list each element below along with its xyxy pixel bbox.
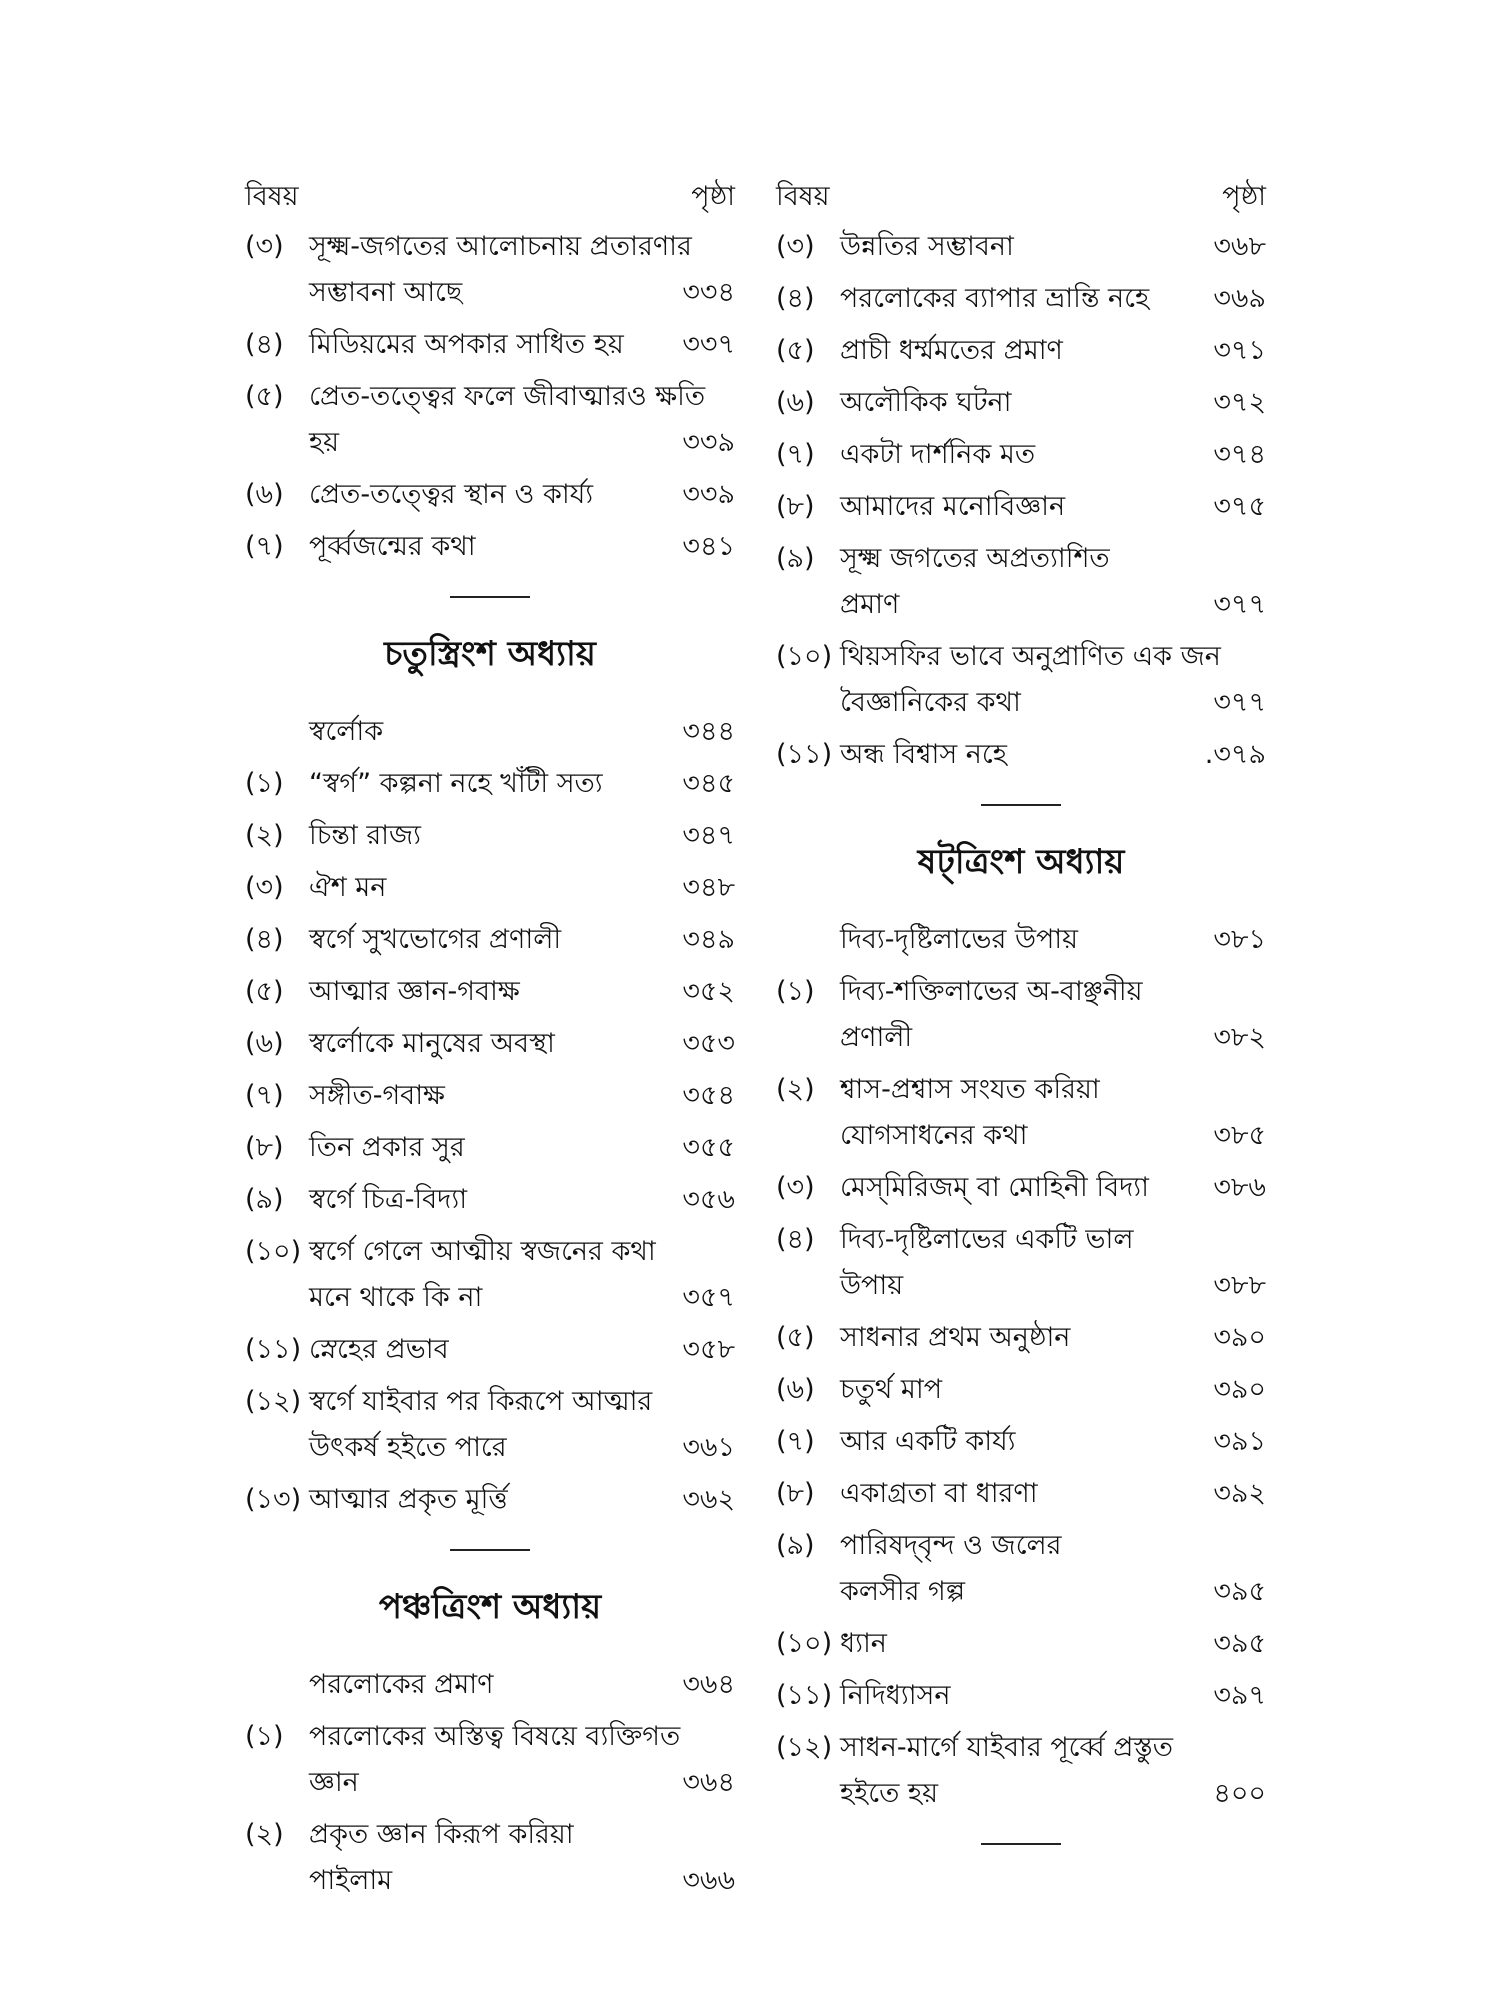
- entry-page: ৩৭৫: [1213, 491, 1266, 522]
- entry-number: (৫): [245, 976, 284, 1007]
- entry-list: [776, 224, 1266, 778]
- toc-entry: [245, 1477, 735, 1523]
- entry-number: (১০): [776, 641, 833, 672]
- entry-list: [776, 969, 1266, 1817]
- toc-entry: [245, 1073, 735, 1119]
- entry-number: (১১): [245, 1334, 302, 1365]
- entry-page: ৩৯০: [1213, 1322, 1266, 1353]
- entry-page: ৩৯২: [1213, 1478, 1266, 1509]
- toc-entry: [776, 732, 1266, 778]
- toc-entry: [245, 1125, 735, 1171]
- entry-title: প্রণালী: [840, 1022, 913, 1053]
- entry-title: প্রেত-তত্ত্বের স্থান ও কার্য্য: [309, 479, 594, 510]
- entry-number: (৮): [776, 1478, 815, 1509]
- toc-entry: [245, 813, 735, 859]
- entry-number: (৬): [776, 1374, 815, 1405]
- entry-number: (৮): [776, 491, 815, 522]
- toc-entry: [245, 1327, 735, 1373]
- right-column: [776, 172, 1266, 1875]
- entry-page: ৩৫৬: [682, 1184, 735, 1215]
- entry-title: দিব্য-দৃষ্টিলাভের একটি ভাল: [840, 1224, 1134, 1255]
- entry-number: (৭): [776, 1426, 815, 1457]
- entry-title: সাধন-মার্গে যাইবার পূর্ব্বে প্রস্তুত: [840, 1732, 1174, 1763]
- entry-title: স্বর্লোকে মানুষের অবস্থা: [309, 1028, 555, 1059]
- entry-title: অলৌকিক ঘটনা: [840, 387, 1012, 418]
- toc-entry: [245, 374, 735, 466]
- chapter-intro: [776, 917, 1266, 963]
- entry-number: (৩): [776, 231, 815, 262]
- toc-entry: [776, 1419, 1266, 1465]
- entry-number: (৬): [776, 387, 815, 418]
- entry-page: ৩৮২: [1213, 1022, 1266, 1053]
- entry-number: (৫): [776, 1322, 815, 1353]
- entry-title: প্রমাণ: [840, 589, 900, 620]
- entry-number: (৫): [776, 335, 815, 366]
- entry-page: ৩৭৭: [1213, 589, 1266, 620]
- entry-title: বৈজ্ঞানিকের কথা: [840, 687, 1021, 718]
- divider: [450, 1549, 530, 1551]
- entry-title: পরলোকের অস্তিত্ব বিষয়ে ব্যক্তিগত: [309, 1721, 681, 1752]
- entry-page: ৩৩৯: [682, 479, 735, 510]
- entry-page: .৩৭৯: [1204, 739, 1266, 770]
- entry-title: স্বর্গে চিত্র-বিদ্যা: [309, 1184, 468, 1215]
- entry-number: (৩): [776, 1172, 815, 1203]
- entry-number: (২): [245, 1819, 284, 1850]
- entry-title: চতুর্থ মাপ: [840, 1374, 943, 1405]
- entry-list: [245, 1714, 735, 1904]
- entry-title: প্রকৃত জ্ঞান কিরূপ করিয়া: [309, 1819, 574, 1850]
- toc-entry: [776, 484, 1266, 530]
- chapter-title: চতুস্ত্রিংশ অধ্যায়: [384, 634, 596, 674]
- entry-page: ৩৬৪: [682, 1767, 735, 1798]
- entry-number: (৭): [776, 439, 815, 470]
- entry-page: ৩৭১: [1213, 335, 1266, 366]
- entry-number: (৯): [776, 1530, 815, 1561]
- entry-number: (১১): [776, 1680, 833, 1711]
- entry-page: ৩৬৮: [1213, 231, 1266, 262]
- entry-page: ৩৮৮: [1213, 1270, 1266, 1301]
- entry-number: (৭): [245, 531, 284, 562]
- toc-entry: [245, 917, 735, 963]
- entry-page: ৩৫৫: [682, 1132, 735, 1163]
- entry-page: ৩৫৭: [682, 1282, 735, 1313]
- entry-page: ৩৬১: [682, 1432, 735, 1463]
- intro-text: পরলোকের প্রমাণ: [309, 1669, 494, 1700]
- entry-number: (১): [245, 1721, 284, 1752]
- toc-entry: [776, 1165, 1266, 1211]
- entry-number: (১৩): [245, 1484, 302, 1515]
- entry-number: (১১): [776, 739, 833, 770]
- chapter-title: পঞ্চত্রিংশ অধ্যায়: [378, 1587, 602, 1627]
- entry-title: উন্নতির সম্ভাবনা: [840, 231, 1014, 262]
- chapter-intro: [245, 709, 735, 755]
- entry-title: কলসীর গল্প: [840, 1576, 965, 1607]
- entry-title: নিদিধ্যাসন: [840, 1680, 951, 1711]
- entry-page: ৩৯০: [1213, 1374, 1266, 1405]
- entry-page: ৩৪৭: [682, 820, 735, 851]
- subject-heading: বিষয়: [245, 180, 299, 212]
- entry-page: ৩৯১: [1213, 1426, 1266, 1457]
- entry-number: (৬): [245, 479, 284, 510]
- intro-text: দিব্য-দৃষ্টিলাভের উপায়: [840, 924, 1079, 955]
- toc-entry: [776, 1217, 1266, 1309]
- toc-entry: [245, 1379, 735, 1471]
- toc-entry: [245, 1021, 735, 1067]
- entry-title: স্বর্গে যাইবার পর কিরূপে আত্মার: [309, 1386, 653, 1417]
- toc-entry: [245, 1714, 735, 1806]
- divider: [981, 804, 1061, 806]
- entry-title: আর একটি কার্য্য: [840, 1426, 1016, 1457]
- entry-title: প্রাচী ধর্ম্মমতের প্রমাণ: [840, 335, 1063, 366]
- entry-page: ৩৪৫: [682, 768, 735, 799]
- entry-number: (৮): [245, 1132, 284, 1163]
- entry-number: (২): [776, 1074, 815, 1105]
- toc-entry: [776, 536, 1266, 628]
- entry-title: একাগ্রতা বা ধারণা: [840, 1478, 1038, 1509]
- entry-page: ৩৭২: [1213, 387, 1266, 418]
- toc-entry: [776, 1471, 1266, 1517]
- entry-title: দিব্য-শক্তিলাভের অ-বাঞ্ছনীয়: [840, 976, 1143, 1007]
- toc-entry: [245, 761, 735, 807]
- entry-title: স্বর্গে সুখভোগের প্রণালী: [309, 924, 562, 955]
- toc-entry: [245, 969, 735, 1015]
- entry-title: মিডিয়মের অপকার সাধিত হয়: [309, 329, 624, 360]
- entry-title: সাধনার প্রথম অনুষ্ঠান: [840, 1322, 1071, 1353]
- entry-page: ৩৮৬: [1213, 1172, 1266, 1203]
- entry-page: ৪০০: [1213, 1778, 1266, 1809]
- intro-page: ৩৪৪: [682, 716, 735, 747]
- entry-page: ৩৩৭: [682, 329, 735, 360]
- entry-title: একটা দার্শনিক মত: [840, 439, 1036, 470]
- entry-title: সূক্ষ্ম-জগতের আলোচনায় প্রতারণার: [309, 231, 692, 262]
- entry-page: ৩৯৭: [1213, 1680, 1266, 1711]
- entry-number: (৩): [245, 231, 284, 262]
- entry-number: (৪): [245, 924, 284, 955]
- entry-title: তিন প্রকার সুর: [309, 1132, 465, 1163]
- entry-title: স্নেহের প্রভাব: [309, 1334, 449, 1365]
- entry-page: ৩৫২: [682, 976, 735, 1007]
- entry-title: “স্বর্গ” কল্পনা নহে খাঁটী সত্য: [309, 768, 603, 799]
- entry-title: জ্ঞান: [309, 1767, 359, 1798]
- entry-number: (৭): [245, 1080, 284, 1111]
- entry-number: (১০): [245, 1236, 302, 1267]
- entry-number: (৬): [245, 1028, 284, 1059]
- divider: [450, 596, 530, 598]
- entry-title: পূর্ব্বজন্মের কথা: [309, 531, 476, 562]
- entry-page: ৩৪৮: [682, 872, 735, 903]
- toc-entry: [245, 1229, 735, 1321]
- entry-page: ৩৯৫: [1213, 1628, 1266, 1659]
- entry-number: (৪): [776, 1224, 815, 1255]
- entry-number: (৯): [245, 1184, 284, 1215]
- entry-page: ৩৫৮: [682, 1334, 735, 1365]
- toc-entry: [245, 524, 735, 570]
- entry-page: ৩৯৫: [1213, 1576, 1266, 1607]
- entry-page: ৩৪৯: [682, 924, 735, 955]
- entry-title: মেস্‌মিরিজম্‌ বা মোহিনী বিদ্যা: [840, 1172, 1149, 1203]
- entry-title: পাইলাম: [309, 1865, 393, 1896]
- entry-page: ৩৫৪: [682, 1080, 735, 1111]
- divider: [981, 1843, 1061, 1845]
- entry-title: স্বর্গে গেলে আত্মীয় স্বজনের কথা: [309, 1236, 656, 1267]
- intro-page: ৩৮১: [1213, 924, 1266, 955]
- toc-entry: [776, 380, 1266, 426]
- entry-page: ৩৭৭: [1213, 687, 1266, 718]
- left-column: [245, 172, 735, 1910]
- column-header: [776, 172, 1266, 224]
- toc-entry: [776, 1725, 1266, 1817]
- toc-entry: [245, 1812, 735, 1904]
- entry-title: সঙ্গীত-গবাক্ষ: [309, 1080, 445, 1111]
- entry-page: ৩৮৫: [1213, 1120, 1266, 1151]
- entry-title: সম্ভাবনা আছে: [309, 277, 463, 308]
- entry-page: ৩৫৩: [682, 1028, 735, 1059]
- entry-title: আত্মার জ্ঞান-গবাক্ষ: [309, 976, 520, 1007]
- page-heading: পৃষ্ঠা: [1222, 180, 1266, 212]
- entry-title: আত্মার প্রকৃত মূর্ত্তি: [309, 1484, 508, 1515]
- entry-number: (১): [245, 768, 284, 799]
- chapter-title: ষট্‌ত্রিংশ অধ্যায়: [917, 842, 1125, 882]
- toc-entry: [776, 969, 1266, 1061]
- entry-page: ৩৬৯: [1213, 283, 1266, 314]
- toc-entry: [245, 224, 735, 316]
- entry-number: (২): [245, 820, 284, 851]
- toc-entry: [776, 1367, 1266, 1413]
- entry-page: ৩৩৪: [682, 277, 735, 308]
- entry-title: পরলোকের ব্যাপার ভ্রান্তি নহে: [840, 283, 1150, 314]
- toc-entry: [776, 1315, 1266, 1361]
- entry-title: আমাদের মনোবিজ্ঞান: [840, 491, 1066, 522]
- toc-entry: [245, 865, 735, 911]
- entry-title: পারিষদ্‌বৃন্দ ও জলের: [840, 1530, 1062, 1561]
- toc-entry: [776, 1067, 1266, 1159]
- entry-title: থিয়সফির ভাবে অনুপ্রাণিত এক জন: [840, 641, 1221, 672]
- toc-entry: [245, 1177, 735, 1223]
- entry-title: ধ্যান: [840, 1628, 887, 1659]
- toc-entry: [776, 328, 1266, 374]
- entry-page: ৩৪১: [682, 531, 735, 562]
- entry-number: (১): [776, 976, 815, 1007]
- entry-title: হইতে হয়: [840, 1778, 939, 1809]
- intro-text: স্বর্লোক: [309, 716, 384, 747]
- chapter-intro: [245, 1662, 735, 1708]
- toc-entry: [776, 1673, 1266, 1719]
- entry-number: (৪): [776, 283, 815, 314]
- entry-number: (১২): [776, 1732, 833, 1763]
- toc-entry: [776, 224, 1266, 270]
- entry-page: ৩৩৯: [682, 427, 735, 458]
- toc-entry: [245, 472, 735, 518]
- entry-number: (৪): [245, 329, 284, 360]
- entry-title: চিন্তা রাজ্য: [309, 820, 421, 851]
- toc-entry: [776, 276, 1266, 322]
- entry-title: শ্বাস-প্রশ্বাস সংযত করিয়া: [840, 1074, 1100, 1105]
- toc-entry: [245, 322, 735, 368]
- page-heading: পৃষ্ঠা: [691, 180, 735, 212]
- toc-entry: [776, 1621, 1266, 1667]
- entry-title: প্রেত-তত্ত্বের ফলে জীবাত্মারও ক্ষতি: [309, 381, 706, 412]
- entry-list: [245, 761, 735, 1523]
- entry-page: ৩৭৪: [1213, 439, 1266, 470]
- entry-number: (১০): [776, 1628, 833, 1659]
- entry-title: সূক্ষ্ম জগতের অপ্রত্যাশিত: [840, 543, 1110, 574]
- entry-title: হয়: [309, 427, 340, 458]
- entry-title: মনে থাকে কি না: [309, 1282, 483, 1313]
- entry-page: ৩৬৬: [682, 1865, 735, 1896]
- entry-number: (১২): [245, 1386, 302, 1417]
- entry-title: যোগসাধনের কথা: [840, 1120, 1028, 1151]
- entry-title: উৎকর্ষ হইতে পারে: [309, 1432, 507, 1463]
- entry-number: (৯): [776, 543, 815, 574]
- intro-page: ৩৬৪: [682, 1669, 735, 1700]
- entry-list: [245, 224, 735, 570]
- entry-title: অন্ধ বিশ্বাস নহে: [840, 739, 1007, 770]
- toc-entry: [776, 1523, 1266, 1615]
- toc-entry: [776, 432, 1266, 478]
- entry-title: ঐশ মন: [309, 872, 387, 903]
- entry-number: (৩): [245, 872, 284, 903]
- entry-number: (৫): [245, 381, 284, 412]
- subject-heading: বিষয়: [776, 180, 830, 212]
- toc-entry: [776, 634, 1266, 726]
- entry-page: ৩৬২: [682, 1484, 735, 1515]
- entry-title: উপায়: [840, 1270, 904, 1301]
- column-header: [245, 172, 735, 224]
